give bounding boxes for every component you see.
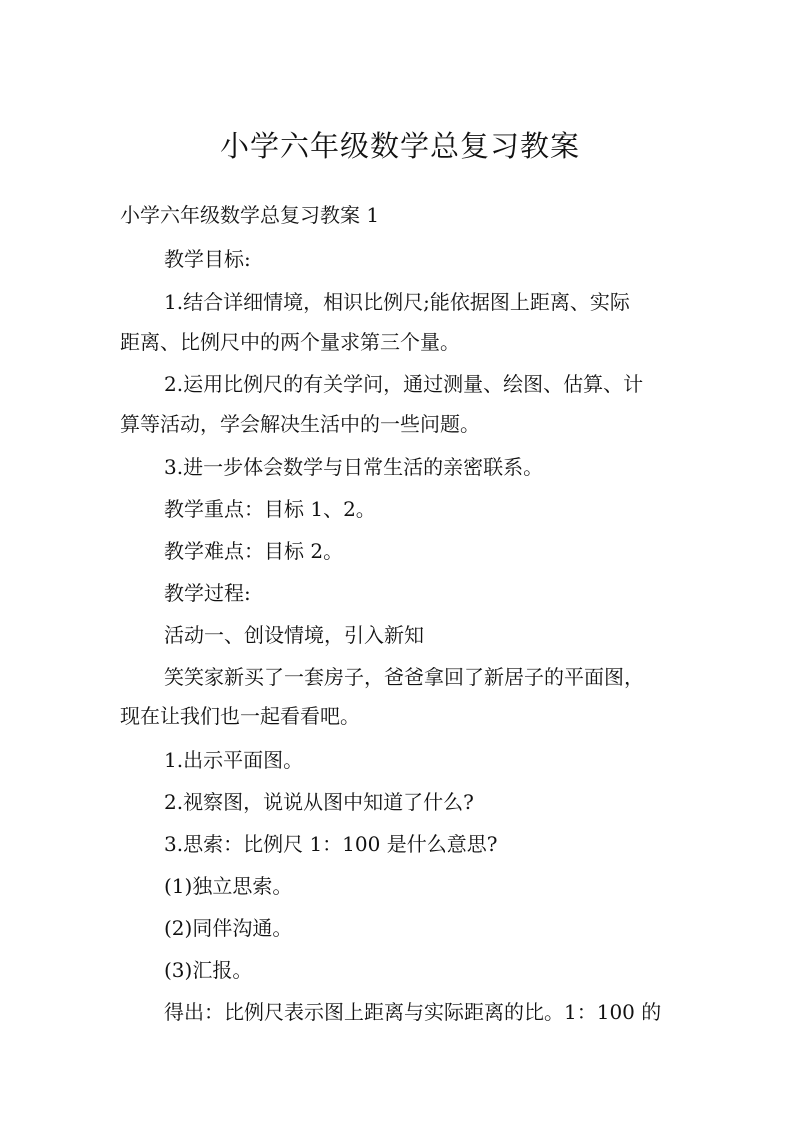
- document-title: 小学六年级数学总复习教案: [219, 129, 580, 163]
- paragraph-line: 现在让我们也一起看看吧。: [120, 704, 360, 728]
- paragraph-line: (3)汇报。: [164, 958, 253, 982]
- paragraph-line: 3.思索：比例尺 1：100 是什么意思?: [164, 832, 498, 856]
- paragraph-line: 算等活动，学会解决生活中的一些问题。: [120, 412, 480, 436]
- paragraph-line: 教学重点：目标 1、2。: [164, 497, 376, 521]
- paragraph-line: 教学目标:: [164, 247, 251, 271]
- paragraph-line: 教学难点：目标 2。: [164, 539, 344, 563]
- paragraph-line: 2.运用比例尺的有关学问，通过测量、绘图、估算、计: [164, 372, 644, 396]
- paragraph-line: 活动一、创设情境，引入新知: [164, 623, 424, 647]
- paragraph-line: 距离、比例尺中的两个量求第三个量。: [120, 330, 460, 354]
- paragraph-line: 2.视察图，说说从图中知道了什么?: [164, 790, 474, 814]
- paragraph-line: 1.结合详细情境，相识比例尺;能依据图上距离、实际: [164, 290, 630, 314]
- paragraph-line: 得出：比例尺表示图上距离与实际距离的比。1：100 的: [164, 1000, 662, 1024]
- paragraph-line: (1)独立思索。: [164, 874, 293, 898]
- paragraph-line: 3.进一步体会数学与日常生活的亲密联系。: [164, 455, 544, 479]
- paragraph-line: (2)同伴沟通。: [164, 916, 293, 940]
- section-heading: 小学六年级数学总复习教案 1: [120, 203, 380, 227]
- paragraph-line: 教学过程:: [164, 581, 251, 605]
- paragraph-line: 1.出示平面图。: [164, 748, 304, 772]
- paragraph-line: 笑笑家新买了一套房子，爸爸拿回了新居子的平面图，: [164, 665, 644, 689]
